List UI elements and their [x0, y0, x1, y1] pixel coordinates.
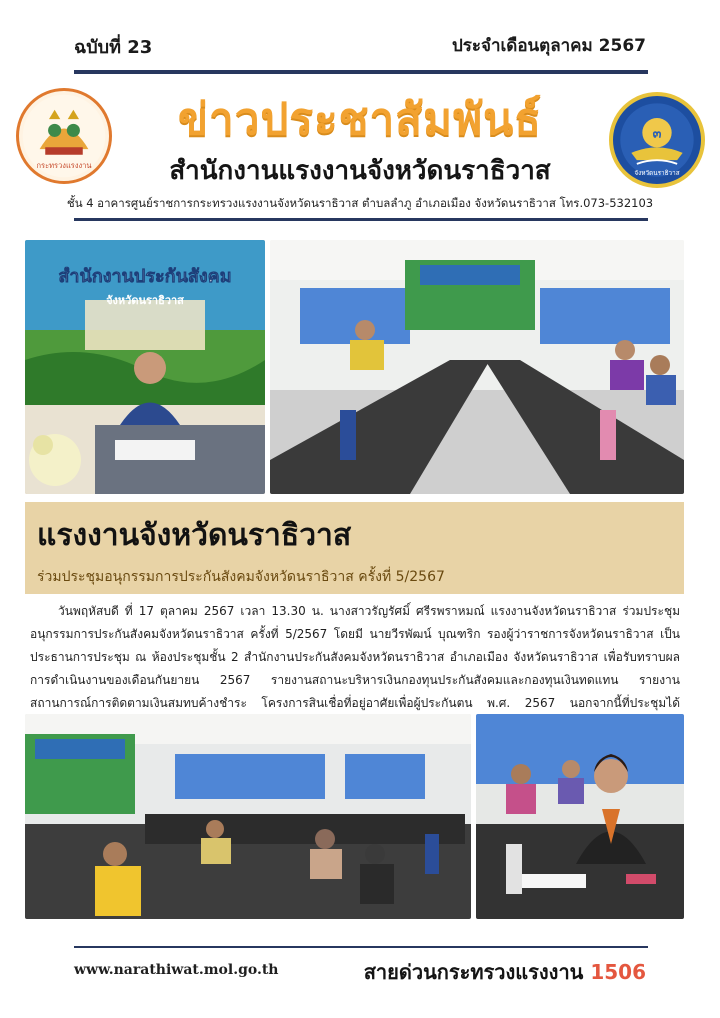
photo-chairman-at-banner: [25, 240, 265, 494]
photo1-banner-subtitle: จังหวัดนราธิวาส: [106, 294, 184, 307]
header-divider: [74, 218, 648, 221]
hotline-label: สายด่วนกระทรวงแรงงาน: [363, 960, 584, 984]
photo1-banner-title: สำนักงานประกันสังคม: [58, 266, 232, 287]
logo-left-caption: กระทรวงแรงงาน: [36, 160, 92, 170]
ministry-of-labour-logo: [16, 88, 112, 184]
issue-month: ประจำเดือนตุลาคม 2567: [451, 36, 646, 56]
narathiwat-province-logo: [609, 92, 705, 188]
website-url[interactable]: www.narathiwat.mol.go.th: [74, 962, 279, 978]
office-name: สำนักงานแรงงานจังหวัดนราธิวาส: [169, 156, 551, 186]
footer-divider: [74, 946, 648, 948]
issue-number: ฉบับที่ 23: [74, 37, 153, 58]
article-subhead: ร่วมประชุมอนุกรรมการประกันสังคมจังหวัดนราธิวาส ครั้งที่ 5/2567: [37, 569, 445, 585]
photo-meeting-room-side: [25, 714, 471, 919]
photo-meeting-room-wide: [270, 240, 684, 494]
svg-text:๓: ๓: [652, 126, 662, 142]
logo-right-caption: จังหวัดนราธิวาส: [634, 168, 680, 177]
top-divider: [74, 70, 648, 74]
office-address: ชั้น 4 อาคารศูนย์ราชการกระทรวงแรงงานจังหวัดนราธิวาส ตำบลลำภู อำเภอเมือง จังหวัดนราธิวาส โทร.073-532103: [66, 196, 654, 210]
hotline-number: 1506: [590, 960, 646, 984]
article-headline: แรงงานจังหวัดนราธิวาส: [37, 518, 352, 553]
photo-labour-officer-seated: [476, 714, 684, 919]
masthead-title: ข่าวประชาสัมพันธ์: [177, 94, 543, 145]
article-body: วันพฤหัสบดี ที่ 17 ตุลาคม 2567 เวลา 13.30 น. นางสาวรัญรัศมิ์ ศรีรพราหมณ์ แรงงานจังหวัดนราธิวาส ร่วมประชุมอนุกรรมการประกันสังคมจังหวัดนราธิวาส ครั้งที่ 5/2567 โดยมี นายวีรพัฒน์ บุณฑริก รองผู้ว่าราชการจังหวัดนราธิวาส เป็นประธานการประชุม ณ ห้องประชุมชั้น 2 สำนักงานประกันสังคมจังหวัดนราธิวาส อำเภอเมือง จังหวัดนราธิวาส เพื่อรับทราบผลการดำเนินงานของเดือนกันยายน 2567 รายงานสถานะบริหารเงินกองทุนประกันสังคมและกองทุนเงินทดแทน รายงานสถานการณ์การติดตามเงินสมทบค้างชำระ โครงการสินเชื่อที่อยู่อาศัยเพื่อผู้ประกันตน พ.ศ. 2567 นอกจากนี้ที่ประชุมได้: [30, 604, 680, 710]
hotline: [364, 956, 646, 988]
